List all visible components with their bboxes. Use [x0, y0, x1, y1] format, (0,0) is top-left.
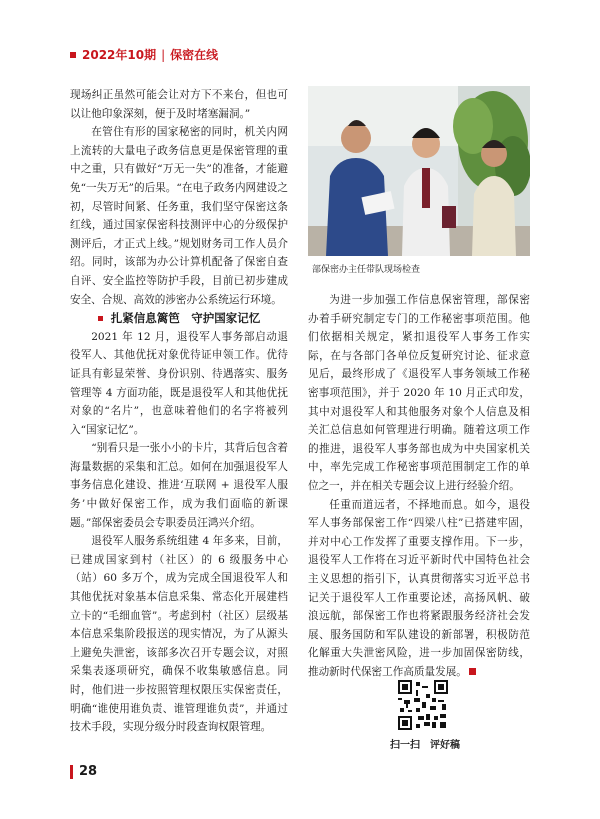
paragraph-text: 任重而道远者，不择地而息。如今，退役军人事务部保密工作“四梁八柱”已搭建牢固，并对中心工作发挥了重要支撑作用。下一步，退役军人工作将在习近平新时代中国特色社会主义思想的指引下，认真贯彻落实习近平总书记关于退役军人工作重要论述，高扬风帆、破浪远航，部保密工作也将紧跟服务经济社会发展、服务国防和军队建设的新部署，积极防范化解重大失泄密风险，进一步加固保密防线，推动新时代保密工作高质量发展。	[308, 498, 530, 678]
right-column	[308, 291, 530, 681]
section-subhead	[70, 309, 288, 328]
subhead-mark-icon	[98, 316, 103, 321]
paragraph: 现场纠正虽然可能会让对方下不来台，但也可以让他印象深刻，便于及时堵塞漏洞。”	[70, 89, 288, 120]
header-mark-icon	[70, 52, 76, 58]
paragraph: 为进一步加强工作信息保密管理，部保密办着手研究制定专门的工作秘密事项范围。他们依据相关规定，紧扣退役军人事务工作实际，在与各部门各单位反复研究讨论、征求意见后，最终形成了《退役军人事务领域工作秘密事项范围》，并于 2020 年 10 月正式印发，其中对退役军人和其他服务对象个人信息及相关汇总信息如何管理进行明确。随着这项工作的推进，退役军人事务部也成为中央国家机关中，率先完成工作秘密事项范围制定工作的单位之一，并在相关专题会议上进行经验介绍。	[308, 294, 530, 492]
footer-bar-icon	[70, 765, 73, 779]
page-footer	[70, 764, 97, 779]
paragraph	[308, 496, 530, 682]
column-title: 保密在线	[170, 48, 219, 62]
paragraph: “别看只是一张小小的卡片，其背后包含着海量数据的采集和汇总。如何在加强退役军人事务信息化建设、推进‘互联网 + 退役军人服务’中做好保密工作，成为我们面临的新课题。”部保密委员会专职委员汪鸿兴介绍。	[70, 442, 288, 529]
end-mark-icon	[469, 668, 476, 675]
paragraph: 在管住有形的国家秘密的同时，机关内网上流转的大量电子政务信息更是保密管理的重中之重，只有做好“万无一失”的准备，才能避免“一失万无”的后果。“在电子政务内网建设之初，尽管时间紧、任务重，我们坚守保密这条红线，通过国家保密科技测评中心的分级保护测评后，才正式上线。”规划财务司工作人员介绍。同时，该部为办公计算机配备了保密自查自评、安全监控等防护手段，目前已初步建成安全、合规、高效的涉密办公系统运行环境。	[70, 126, 288, 306]
photo-illustration	[308, 86, 530, 256]
subhead-text: 扎紧信息篱笆 守护国家记忆	[110, 311, 261, 326]
issue-label: 2022年10期	[82, 48, 157, 62]
inspection-photo	[308, 86, 530, 256]
left-column	[70, 86, 288, 737]
paragraph: 2021 年 12 月，退役军人事务部启动退役军人、其他优抚对象优待证申领工作。优待证具有彰显荣誉、身份识别、待遇落实、服务管理等 4 方面功能，既是退役军人和其他优抚对象的“名片”，也意味着他们的名字将被列入“国家记忆”。	[70, 330, 288, 436]
qr-caption: 扫一扫 评好稿	[390, 740, 460, 751]
qr-code-icon[interactable]	[398, 680, 448, 730]
photo-caption: 部保密办主任带队现场检查	[312, 265, 421, 275]
paragraph: 退役军人服务系统组建 4 年多来，目前，已建成国家到村（社区）的 6 级服务中心（站）60 多万个，成为完成全国退役军人和其他优抚对象基本信息采集、常态化开展建档立卡的“毛细血管”。考虑到村（社区）层级基本信息采集阶段报送的现实情况，为了从源头上避免失泄密，该部多次召开专题会议，对照采集表逐项研究，确保不收集敏感信息。同时，他们进一步按照管理权限压实保密责任，明确“谁使用谁负责、谁管理谁负责”，并通过技术手段，实现分级分时段查询权限管理。	[70, 535, 288, 734]
page-number: 28	[79, 764, 98, 779]
page-header: 2022年10期 | 保密在线	[70, 46, 218, 63]
